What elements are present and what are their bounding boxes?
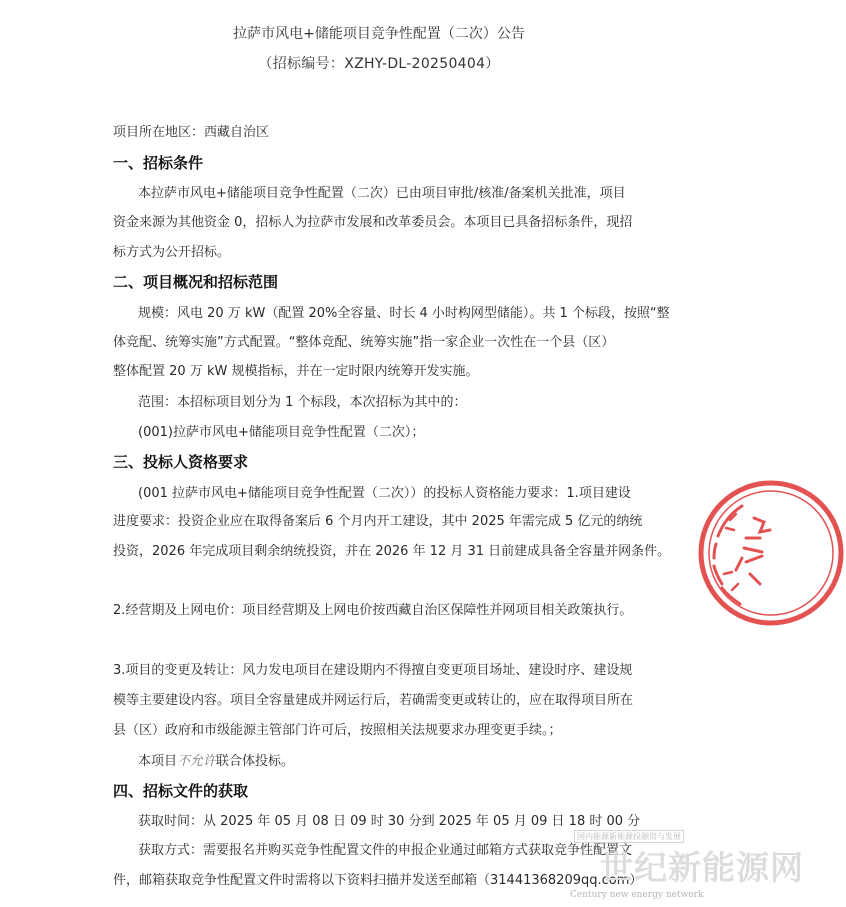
official-seal-stamp [696, 478, 846, 628]
paragraph-line: 县（区）政府和市级能源主管部门许可后，按照相关法规要求办理变更手续。； [113, 723, 562, 738]
paragraph-line: 本拉萨市风电+储能项目竞争性配置（二次）已由项目审批/核准/备案机关批准，项目 [138, 186, 626, 201]
watermark-logo: 世纪新能源网 [600, 848, 804, 887]
watermark-subtitle: Century new energy network [570, 890, 704, 900]
tender-code: （招标编号：XZHY-DL-20250404） [258, 56, 500, 72]
document-title: 拉萨市风电+储能项目竞争性配置（二次）公告 [233, 26, 525, 42]
section-4-heading: 四、招标文件的获取 [113, 782, 249, 800]
paragraph-line: 获取方式：需要报名并购买竞争性配置文件的申报企业通过邮箱方式获取竞争性配置文 [138, 843, 633, 858]
paragraph-line: 范围：本招标项目划分为 1 个标段，本次招标为其中的： [138, 395, 467, 410]
paragraph-line: 整体配置 20 万 kW 规模指标，并在一定时限内统筹开发实施。 [113, 364, 479, 379]
paragraph-line: 资金来源为其他资金 0，招标人为拉萨市发展和改革委员会。本项目已具备招标条件，现招 [113, 215, 633, 230]
paragraph-line: 2.经营期及上网电价：项目经营期及上网电价按西藏自治区保障性并网项目相关政策执行。 [113, 603, 633, 618]
paragraph-line: 投资，2026 年完成项目剩余纳统投资，并在 2026 年 12 月 31 日前建成具备全容量并网条件。 [113, 544, 671, 559]
section-2-heading: 二、项目概况和招标范围 [113, 273, 279, 291]
consortium-post: 联合体投标。 [216, 754, 295, 769]
paragraph-line: 件，邮箱获取竞争性配置文件时需将以下资料扫描并发送至邮箱（31441368209qq.com） [113, 873, 643, 888]
project-region: 项目所在地区：西藏自治区 [113, 125, 270, 140]
watermark-tagline: 国内能源新能源投融资与发展 [574, 830, 684, 843]
paragraph-line: (001 拉萨市风电+储能项目竞争性配置（二次））的投标人资格能力要求：1.项目建设 [138, 486, 631, 501]
paragraph-line: 模等主要建设内容。项目全容量建成并网运行后，若确需变更或转让的，应在取得项目所在 [113, 693, 634, 708]
paragraph-line: 进度要求：投资企业应在取得备案后 6 个月内开工建设，其中 2025 年需完成 5 亿元的纳统 [113, 514, 643, 529]
section-1-heading: 一、招标条件 [113, 154, 204, 172]
paragraph-line: 获取时间：从 2025 年 05 月 08 日 09 时 30 分到 2025 年 05 月 09 日 18 时 00 分 [138, 814, 641, 829]
consortium-emphasis: 不允许 [177, 754, 217, 769]
site-watermark [570, 826, 804, 907]
consortium-pre: 本项目 [138, 754, 178, 769]
section-3-heading: 三、投标人资格要求 [113, 453, 249, 471]
paragraph-line: 标方式为公开招标。 [113, 245, 231, 260]
paragraph-line: 规模：风电 20 万 kW（配置 20%全容量、时长 4 小时构网型储能）。共 1 个标段，按照“整 [138, 306, 670, 321]
paragraph-line: 3.项目的变更及转让：风力发电项目在建设期内不得擅自变更项目场址、建设时序、建设规 [113, 663, 633, 678]
paragraph-line: 体竞配、统筹实施”方式配置。“整体竞配、统筹实施”指一家企业一次性在一个县（区） [113, 335, 615, 350]
consortium-note [138, 753, 294, 771]
paragraph-line: (001)拉萨市风电+储能项目竞争性配置（二次）； [138, 425, 425, 440]
